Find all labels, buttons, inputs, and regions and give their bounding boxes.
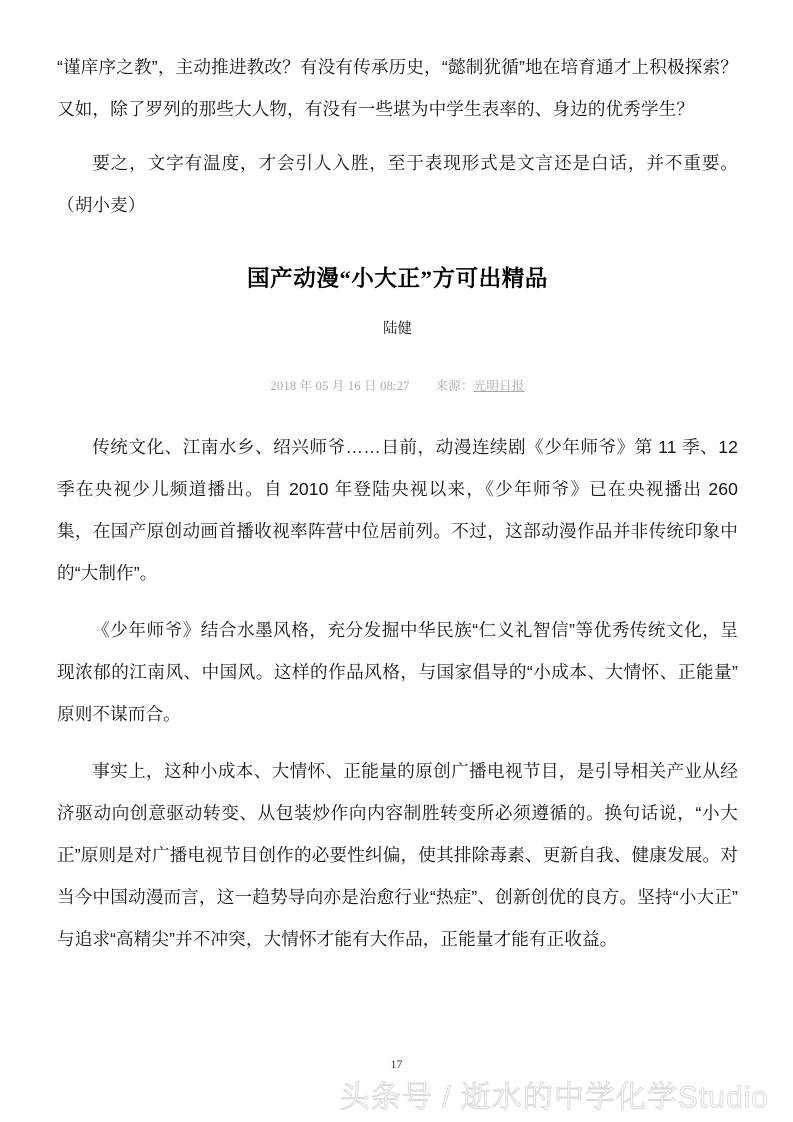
previous-article-paragraph: 要之，文字有温度，才会引人入胜，至于表现形式是文言还是白话，并不重要。（胡小麦） — [57, 153, 738, 215]
article-meta — [57, 376, 738, 396]
article-title: 国产动漫“小大正”方可出精品 — [247, 266, 548, 291]
source-link[interactable]: 光明日报 — [473, 379, 525, 393]
article-body — [57, 426, 738, 960]
article-author: 陆健 — [383, 321, 412, 337]
watermark: 头条号 / 逝水的中学化学Studio — [339, 1081, 769, 1114]
previous-article-tail — [57, 46, 738, 226]
article-paragraph: 《少年师爷》结合水墨风格，充分发掘中华民族“仁义礼智信”等优秀传统文化，呈现浓郁的江南风、中国风。这样的作品风格，与国家倡导的“小成本、大情怀、正能量”原则不谋而合。 — [57, 620, 738, 724]
previous-article-paragraph: “谨庠序之教”，主动推进教改？有没有传承历史，“懿制犹循”地在培育通才上积极探索？又如，除了罗列的那些大人物，有没有一些堪为中学生表率的、身边的优秀学生？ — [57, 57, 738, 119]
article-paragraph: 事实上，这种小成本、大情怀、正能量的原创广播电视节目，是引导相关产业从经济驱动向创意驱动转变、从包装炒作向内容制胜转变所必须遵循的。换句话说，“小大正”原则是对广播电视节目创作的必要性纠偏，使其排除毒素、更新自我、健康发展。对当今中国动漫而言，这一趋势导向亦是治愈行业“热症”、创新创优的良方。坚持“小大正”与追求“高精尖”并不冲突，大情怀才能有大作品，正能量才能有正收益。 — [57, 761, 738, 949]
page-content — [57, 46, 738, 975]
publish-date: 2018 年 05 月 16 日 08:27 — [270, 379, 410, 393]
source-label: 来源： — [435, 379, 474, 393]
page-number: 17 — [390, 1057, 403, 1071]
article-paragraph: 传统文化、江南水乡、绍兴师爷……日前，动漫连续剧《少年师爷》第 11 季、12 季在央视少儿频道播出。自 2010 年登陆央视以来，《少年师爷》已在央视播出 260 集，在国产原创动画首播收视率阵营中位居前列。不过，这部动漫作品并非传统印象中的“大制作”。 — [57, 437, 738, 583]
